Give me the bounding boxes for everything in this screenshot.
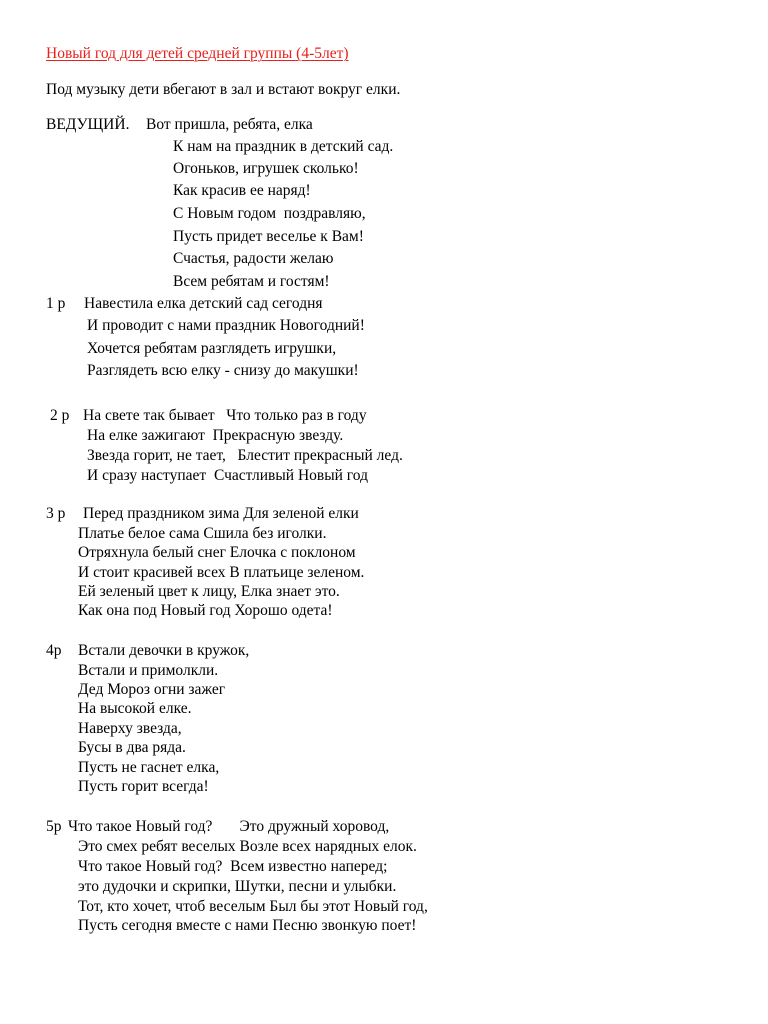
verse-line: Платье белое сама Сшила без иголки.	[78, 525, 327, 542]
verse-line: Отряхнула белый снег Елочка с поклоном	[78, 544, 356, 561]
host-line: К нам на праздник в детский сад.	[173, 138, 394, 155]
verse-line: Пусть горит всегда!	[78, 778, 209, 795]
host-line: Вот пришла, ребята, елка	[146, 116, 313, 133]
verse-label: 3 р	[46, 505, 66, 522]
host-line: Пусть придет веселье к Вам!	[173, 228, 364, 245]
verse-line: Это смех ребят веселых Возле всех нарядных елок.	[78, 838, 417, 855]
verse-line: И проводит с нами праздник Новогодний!	[87, 317, 365, 334]
verse-line: Хочется ребятам разглядеть игрушки,	[87, 340, 337, 357]
verse-line: Что такое Новый год? Это дружный хоровод,	[68, 818, 390, 835]
verse-line: Встали девочки в кружок,	[78, 642, 250, 659]
verse-label: 2 р	[50, 407, 70, 424]
host-label: ВЕДУЩИЙ.	[46, 116, 130, 133]
verse-line: Встали и примолкли.	[78, 662, 219, 679]
host-line: Счастья, радости желаю	[173, 250, 334, 267]
verse-line: На свете так бывает Что только раз в году	[83, 407, 367, 424]
host-line: Всем ребятам и гостям!	[173, 273, 330, 290]
verse-line: Дед Мороз огни зажег	[78, 681, 226, 698]
verse-line: Пусть не гаснет елка,	[78, 759, 220, 776]
verse-label: 4р	[46, 642, 62, 659]
verse-line: Тот, кто хочет, чтоб веселым Был бы этот Новый год,	[78, 898, 428, 915]
verse-line: Звезда горит, не тает, Блестит прекрасный лед.	[87, 447, 403, 464]
intro-paragraph: Под музыку дети вбегают в зал и встают вокруг елки.	[46, 81, 401, 98]
verse-line: На высокой елке.	[78, 700, 192, 717]
verse-line: Как она под Новый год Хорошо одета!	[78, 602, 333, 619]
verse-label: 1 р	[46, 295, 66, 312]
verse-line: Разглядеть всю елку - снизу до макушки!	[87, 362, 359, 379]
verse-line: Пусть сегодня вместе с нами Песню звонкую поет!	[78, 917, 417, 934]
host-line: Как красив ее наряд!	[173, 182, 311, 199]
verse-line: Ей зеленый цвет к лицу, Елка знает это.	[78, 583, 340, 600]
verse-line: Что такое Новый год? Всем известно наперед;	[78, 858, 388, 875]
verse-line: На елке зажигают Прекрасную звезду.	[87, 427, 344, 444]
verse-line: И стоит красивей всех В платьице зеленом.	[78, 564, 365, 581]
verse-line: Навестила елка детский сад сегодня	[84, 295, 323, 312]
verse-line: это дудочки и скрипки, Шутки, песни и улыбки.	[78, 878, 397, 895]
verse-line: Перед праздником зима Для зеленой елки	[83, 505, 359, 522]
verse-line: Наверху звезда,	[78, 720, 182, 737]
verse-line: И сразу наступает Счастливый Новый год	[87, 467, 368, 484]
host-line: Огоньков, игрушек сколько!	[173, 160, 359, 177]
verse-line: Бусы в два ряда.	[78, 739, 186, 756]
verse-label: 5р	[46, 818, 62, 835]
host-line: С Новым годом поздравляю,	[173, 205, 366, 222]
document-title: Новый год для детей средней группы (4-5лет)	[46, 45, 349, 62]
